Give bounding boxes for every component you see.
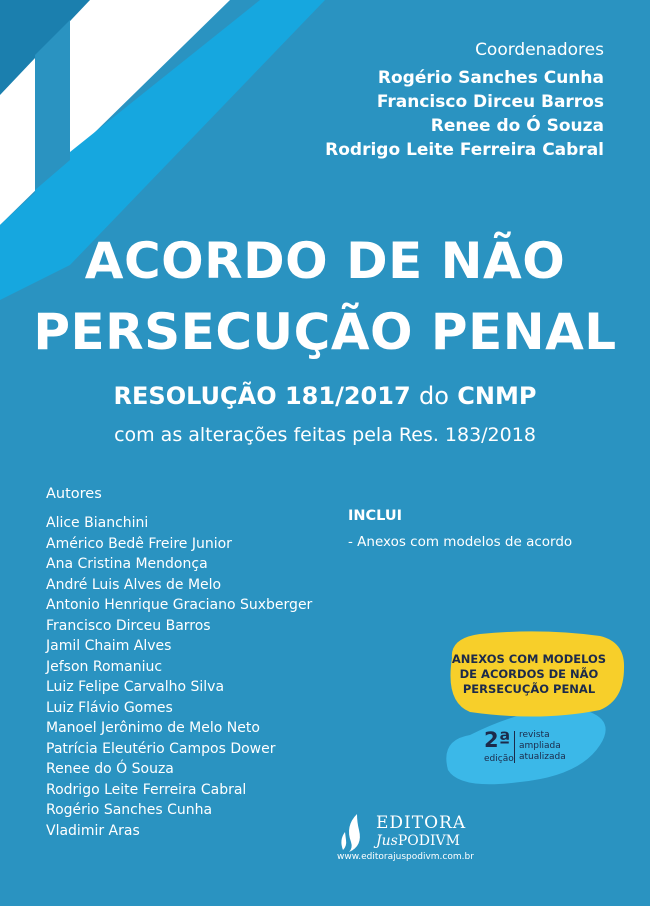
edition-divider — [514, 731, 515, 763]
edition-label: edição — [484, 754, 514, 764]
edition-desc-line: atualizada — [519, 752, 566, 762]
edition-description — [519, 730, 566, 763]
author-name: Manoel Jerônimo de Melo Neto — [46, 720, 260, 736]
publisher-subname — [376, 833, 460, 849]
subtitle-main: RESOLUÇÃO 181/2017 — [113, 382, 411, 410]
subtitle-org: CNMP — [457, 382, 537, 410]
author-name: Jefson Romaniuc — [46, 658, 163, 675]
author-name: Luiz Felipe Carvalho Silva — [46, 679, 225, 695]
book-title-line2: PERSECUÇÃO PENAL — [33, 303, 617, 361]
author-name: Renee do Ó Souza — [46, 761, 174, 777]
coordinator-name: Rogério Sanches Cunha — [377, 68, 604, 88]
author-name: Ana Cristina Mendonça — [46, 556, 208, 572]
publisher-name: EDITORA — [376, 813, 467, 833]
author-name: André Luis Alves de Melo — [46, 576, 222, 593]
edition-desc-line: revista — [519, 730, 550, 740]
annex-line: ANEXOS COM MODELOS — [451, 652, 607, 666]
publisher-logo-icon — [337, 812, 371, 852]
annex-bubble-text — [446, 652, 612, 697]
subtitle-secondary: com as alterações feitas pela Res. 183/2018 — [114, 424, 536, 446]
author-name: Rodrigo Leite Ferreira Cabral — [46, 781, 247, 798]
publisher-subname-rest: PODIVM — [397, 833, 460, 849]
includes-item: - Anexos com modelos de acordo — [348, 534, 573, 550]
publisher-subname-italic: Jus — [376, 833, 398, 849]
author-name: Vladimir Aras — [46, 822, 140, 839]
author-name: Rogério Sanches Cunha — [46, 802, 213, 818]
edition-desc-line: ampliada — [519, 741, 561, 751]
annex-line: PERSECUÇÃO PENAL — [462, 682, 596, 696]
publisher-website: www.editorajuspodivm.com.br — [337, 852, 474, 862]
author-name: Alice Bianchini — [46, 515, 149, 531]
authors-label: Autores — [46, 486, 102, 502]
book-title-line1: ACORDO DE NÃO — [84, 232, 566, 290]
author-name: Francisco Dirceu Barros — [46, 617, 211, 634]
coordinator-name: Rodrigo Leite Ferreira Cabral — [325, 140, 604, 160]
author-name: Luiz Flávio Gomes — [46, 699, 173, 716]
coordinators-label: Coordenadores — [475, 40, 604, 60]
author-name: Américo Bedê Freire Junior — [46, 535, 232, 552]
coordinator-name: Renee do Ó Souza — [430, 116, 604, 136]
author-name: Antonio Henrique Graciano Suxberger — [46, 597, 313, 613]
edition-number: 2ª — [484, 728, 511, 752]
coordinator-name: Francisco Dirceu Barros — [376, 92, 604, 112]
includes-label: INCLUI — [348, 508, 403, 524]
subtitle-joiner: do — [419, 382, 449, 410]
annex-line: DE ACORDOS DE NÃO — [459, 667, 599, 681]
author-name: Patrícia Eleutério Campos Dower — [46, 740, 276, 757]
author-name: Jamil Chaim Alves — [46, 638, 172, 654]
